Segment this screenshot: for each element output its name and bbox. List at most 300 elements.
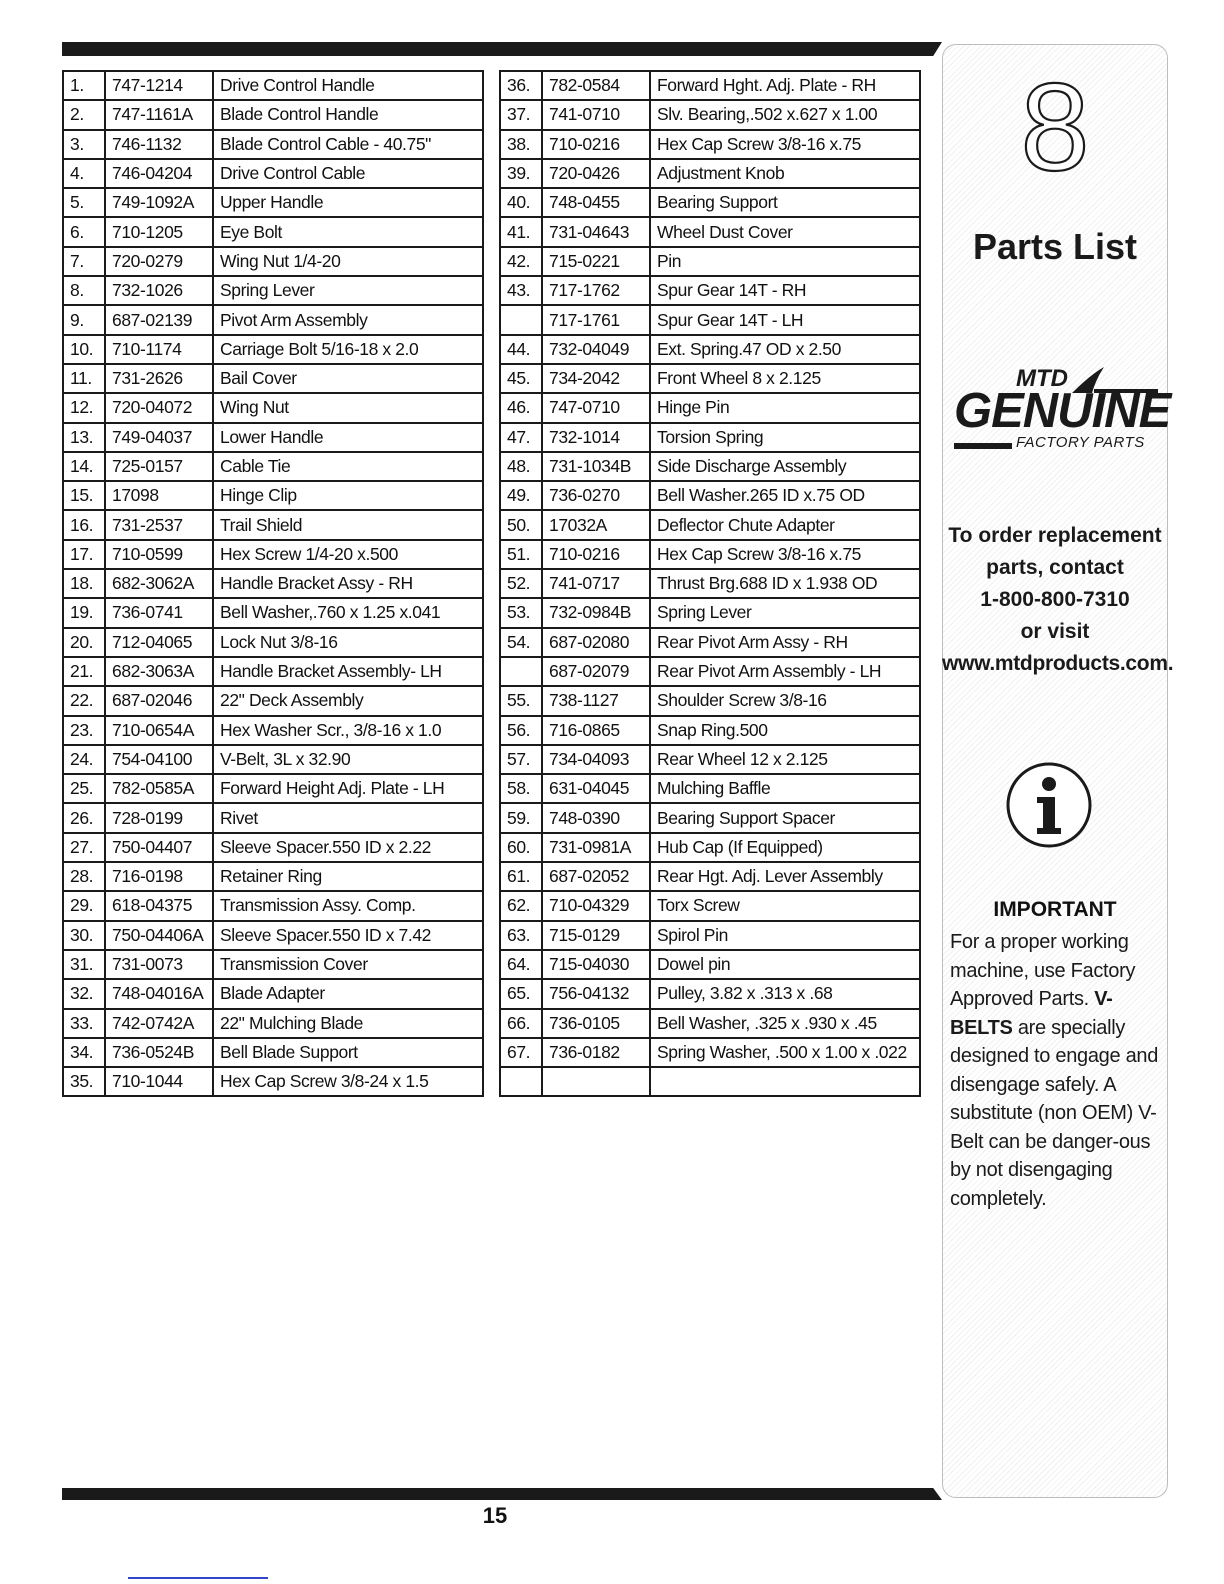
description-cell: Thrust Brg.688 ID x 1.938 OD <box>650 569 920 598</box>
item-number-cell: 35. <box>63 1067 105 1096</box>
table-row <box>500 364 920 393</box>
table-row <box>500 891 920 920</box>
table-row <box>63 569 483 598</box>
item-number-cell: 61. <box>500 862 542 891</box>
table-row <box>500 217 920 246</box>
description-cell: Wing Nut <box>213 393 483 422</box>
part-number-cell: 750-04406A <box>105 921 213 950</box>
table-row <box>500 598 920 627</box>
description-cell: Rear Pivot Arm Assembly - LH <box>650 657 920 686</box>
part-number-cell: 748-0390 <box>542 803 650 832</box>
part-number-cell: 732-04049 <box>542 335 650 364</box>
item-number-cell: 28. <box>63 862 105 891</box>
part-number-cell: 736-0741 <box>105 598 213 627</box>
item-number-cell <box>500 305 542 334</box>
table-row <box>500 803 920 832</box>
description-cell: Hinge Pin <box>650 393 920 422</box>
item-number-cell: 9. <box>63 305 105 334</box>
description-cell: Hinge Clip <box>213 481 483 510</box>
part-number-cell: 736-0182 <box>542 1038 650 1067</box>
description-cell: Transmission Cover <box>213 950 483 979</box>
item-number-cell: 65. <box>500 979 542 1008</box>
item-number-cell: 17. <box>63 540 105 569</box>
item-number-cell: 2. <box>63 100 105 129</box>
item-number-cell: 56. <box>500 716 542 745</box>
part-number-cell: 710-0216 <box>542 540 650 569</box>
table-row <box>63 833 483 862</box>
table-row <box>500 1067 920 1096</box>
description-cell: Rear Pivot Arm Assy - RH <box>650 628 920 657</box>
contact-phone: 1-800-800-7310 <box>980 588 1130 611</box>
item-number-cell: 11. <box>63 364 105 393</box>
part-number-cell: 710-0599 <box>105 540 213 569</box>
part-number-cell: 682-3063A <box>105 657 213 686</box>
table-row <box>500 1009 920 1038</box>
description-cell: Trail Shield <box>213 510 483 539</box>
part-number-cell: 17098 <box>105 481 213 510</box>
part-number-cell: 710-1174 <box>105 335 213 364</box>
table-row <box>63 979 483 1008</box>
description-cell: Front Wheel 8 x 2.125 <box>650 364 920 393</box>
part-number-cell <box>542 1067 650 1096</box>
table-row <box>63 305 483 334</box>
table-row <box>63 100 483 129</box>
part-number-cell: 710-0654A <box>105 716 213 745</box>
important-rest: are specially designed to engage and disengage safely. A substitute (non OEM) V-Belt can be danger-ous by not disengaging completely. <box>950 1016 1159 1210</box>
part-number-cell: 725-0157 <box>105 452 213 481</box>
description-cell: Hex Washer Scr., 3/8-16 x 1.0 <box>213 716 483 745</box>
table-row <box>500 1038 920 1067</box>
table-row <box>500 862 920 891</box>
item-number-cell: 59. <box>500 803 542 832</box>
item-number-cell: 5. <box>63 188 105 217</box>
footer-link-underline[interactable] <box>128 1577 268 1579</box>
table-row <box>63 657 483 686</box>
item-number-cell: 42. <box>500 247 542 276</box>
description-cell: Spirol Pin <box>650 921 920 950</box>
part-number-cell: 742-0742A <box>105 1009 213 1038</box>
part-number-cell: 17032A <box>542 510 650 539</box>
table-row <box>500 745 920 774</box>
item-number-cell: 23. <box>63 716 105 745</box>
item-number-cell: 3. <box>63 130 105 159</box>
table-row <box>500 921 920 950</box>
description-cell: Upper Handle <box>213 188 483 217</box>
part-number-cell: 717-1761 <box>542 305 650 334</box>
description-cell: Ext. Spring.47 OD x 2.50 <box>650 335 920 364</box>
item-number-cell: 15. <box>63 481 105 510</box>
description-cell: Drive Control Cable <box>213 159 483 188</box>
logo-underline <box>954 443 1012 449</box>
item-number-cell: 12. <box>63 393 105 422</box>
description-cell: Drive Control Handle <box>213 71 483 100</box>
item-number-cell: 16. <box>63 510 105 539</box>
part-number-cell: 715-0129 <box>542 921 650 950</box>
parts-table-right <box>499 70 921 1097</box>
table-row <box>63 510 483 539</box>
table-row <box>500 833 920 862</box>
description-cell: V-Belt, 3L x 32.90 <box>213 745 483 774</box>
part-number-cell: 749-04037 <box>105 423 213 452</box>
item-number-cell: 10. <box>63 335 105 364</box>
item-number-cell: 58. <box>500 774 542 803</box>
description-cell: Retainer Ring <box>213 862 483 891</box>
table-row <box>63 335 483 364</box>
important-text <box>950 928 1162 1213</box>
part-number-cell: 747-1214 <box>105 71 213 100</box>
part-number-cell: 736-0524B <box>105 1038 213 1067</box>
part-number-cell: 631-04045 <box>542 774 650 803</box>
item-number-cell: 40. <box>500 188 542 217</box>
table-row <box>500 276 920 305</box>
table-row <box>63 364 483 393</box>
description-cell: Deflector Chute Adapter <box>650 510 920 539</box>
table-row <box>63 891 483 920</box>
item-number-cell: 62. <box>500 891 542 920</box>
part-number-cell: 732-1026 <box>105 276 213 305</box>
description-cell: Forward Height Adj. Plate - LH <box>213 774 483 803</box>
part-number-cell: 748-04016A <box>105 979 213 1008</box>
part-number-cell: 687-02079 <box>542 657 650 686</box>
chapter-number-badge <box>1016 74 1094 178</box>
part-number-cell: 618-04375 <box>105 891 213 920</box>
table-row <box>63 1009 483 1038</box>
contact-line: To order replacement <box>948 524 1162 547</box>
table-row <box>63 774 483 803</box>
part-number-cell: 756-04132 <box>542 979 650 1008</box>
table-row <box>500 481 920 510</box>
table-row <box>500 628 920 657</box>
table-row <box>500 510 920 539</box>
description-cell: Cable Tie <box>213 452 483 481</box>
part-number-cell: 716-0198 <box>105 862 213 891</box>
part-number-cell: 710-0216 <box>542 130 650 159</box>
contact-website-link[interactable]: www.mtdproducts.com. <box>942 652 1174 675</box>
part-number-cell: 731-1034B <box>542 452 650 481</box>
part-number-cell: 720-04072 <box>105 393 213 422</box>
item-number-cell <box>500 1067 542 1096</box>
description-cell: Wheel Dust Cover <box>650 217 920 246</box>
chapter-number: 8 <box>1020 74 1090 178</box>
item-number-cell: 37. <box>500 100 542 129</box>
important-heading: IMPORTANT <box>993 898 1117 921</box>
table-row <box>63 130 483 159</box>
part-number-cell: 710-1044 <box>105 1067 213 1096</box>
part-number-cell: 734-2042 <box>542 364 650 393</box>
description-cell: Spur Gear 14T - RH <box>650 276 920 305</box>
table-row <box>500 774 920 803</box>
contact-line: parts, contact <box>986 556 1124 579</box>
item-number-cell: 67. <box>500 1038 542 1067</box>
item-number-cell: 21. <box>63 657 105 686</box>
item-number-cell: 30. <box>63 921 105 950</box>
part-number-cell: 782-0585A <box>105 774 213 803</box>
description-cell: Spring Lever <box>650 598 920 627</box>
part-number-cell: 731-2626 <box>105 364 213 393</box>
description-cell: Torx Screw <box>650 891 920 920</box>
table-row <box>500 305 920 334</box>
table-row <box>500 950 920 979</box>
description-cell: Slv. Bearing,.502 x.627 x 1.00 <box>650 100 920 129</box>
table-row <box>63 159 483 188</box>
table-row <box>63 423 483 452</box>
table-row <box>63 276 483 305</box>
part-number-cell: 749-1092A <box>105 188 213 217</box>
item-number-cell: 54. <box>500 628 542 657</box>
part-number-cell: 754-04100 <box>105 745 213 774</box>
description-cell: Bell Washer.265 ID x.75 OD <box>650 481 920 510</box>
item-number-cell <box>500 657 542 686</box>
part-number-cell: 748-0455 <box>542 188 650 217</box>
description-cell: Adjustment Knob <box>650 159 920 188</box>
table-row <box>63 452 483 481</box>
part-number-cell: 687-02046 <box>105 686 213 715</box>
description-cell: 22" Deck Assembly <box>213 686 483 715</box>
description-cell: Carriage Bolt 5/16-18 x 2.0 <box>213 335 483 364</box>
description-cell: Forward Hght. Adj. Plate - RH <box>650 71 920 100</box>
part-number-cell: 717-1762 <box>542 276 650 305</box>
table-row <box>500 540 920 569</box>
description-cell: Torsion Spring <box>650 423 920 452</box>
part-number-cell: 712-04065 <box>105 628 213 657</box>
description-cell: Blade Adapter <box>213 979 483 1008</box>
part-number-cell: 728-0199 <box>105 803 213 832</box>
description-cell: Blade Control Cable - 40.75" <box>213 130 483 159</box>
item-number-cell: 57. <box>500 745 542 774</box>
item-number-cell: 60. <box>500 833 542 862</box>
item-number-cell: 49. <box>500 481 542 510</box>
item-number-cell: 31. <box>63 950 105 979</box>
table-row <box>63 745 483 774</box>
description-cell: Pin <box>650 247 920 276</box>
item-number-cell: 63. <box>500 921 542 950</box>
part-number-cell: 687-02080 <box>542 628 650 657</box>
part-number-cell: 746-04204 <box>105 159 213 188</box>
item-number-cell: 46. <box>500 393 542 422</box>
item-number-cell: 22. <box>63 686 105 715</box>
part-number-cell: 782-0584 <box>542 71 650 100</box>
description-cell: Sleeve Spacer.550 ID x 2.22 <box>213 833 483 862</box>
item-number-cell: 27. <box>63 833 105 862</box>
item-number-cell: 64. <box>500 950 542 979</box>
description-cell: Transmission Assy. Comp. <box>213 891 483 920</box>
item-number-cell: 26. <box>63 803 105 832</box>
table-row <box>500 100 920 129</box>
item-number-cell: 44. <box>500 335 542 364</box>
part-number-cell: 736-0270 <box>542 481 650 510</box>
item-number-cell: 39. <box>500 159 542 188</box>
table-row <box>63 481 483 510</box>
description-cell: Handle Bracket Assembly- LH <box>213 657 483 686</box>
item-number-cell: 48. <box>500 452 542 481</box>
description-cell: Lower Handle <box>213 423 483 452</box>
table-row <box>63 950 483 979</box>
item-number-cell: 47. <box>500 423 542 452</box>
description-cell: Rear Wheel 12 x 2.125 <box>650 745 920 774</box>
item-number-cell: 43. <box>500 276 542 305</box>
description-cell: Hex Cap Screw 3/8-24 x 1.5 <box>213 1067 483 1096</box>
important-intro: For a proper working machine, use Factory Approved Parts. <box>950 931 1136 1010</box>
part-number-cell: 731-04643 <box>542 217 650 246</box>
table-row <box>500 130 920 159</box>
parts-table-left-body <box>63 71 483 1096</box>
description-cell: Pulley, 3.82 x .313 x .68 <box>650 979 920 1008</box>
table-row <box>63 1038 483 1067</box>
table-row <box>500 335 920 364</box>
item-number-cell: 4. <box>63 159 105 188</box>
table-row <box>500 716 920 745</box>
item-number-cell: 19. <box>63 598 105 627</box>
description-cell: Bell Washer,.760 x 1.25 x.041 <box>213 598 483 627</box>
part-number-cell: 731-0981A <box>542 833 650 862</box>
table-row <box>63 71 483 100</box>
item-number-cell: 1. <box>63 71 105 100</box>
table-row <box>500 188 920 217</box>
part-number-cell: 734-04093 <box>542 745 650 774</box>
item-number-cell: 13. <box>63 423 105 452</box>
table-row <box>63 217 483 246</box>
description-cell: Shoulder Screw 3/8-16 <box>650 686 920 715</box>
description-cell: Sleeve Spacer.550 ID x 7.42 <box>213 921 483 950</box>
description-cell: Bell Blade Support <box>213 1038 483 1067</box>
logo-mtd: MTD <box>1016 365 1068 392</box>
table-row <box>500 393 920 422</box>
item-number-cell: 18. <box>63 569 105 598</box>
item-number-cell: 33. <box>63 1009 105 1038</box>
part-number-cell: 715-04030 <box>542 950 650 979</box>
part-number-cell: 720-0426 <box>542 159 650 188</box>
description-cell: Eye Bolt <box>213 217 483 246</box>
parts-table-left <box>62 70 484 1097</box>
item-number-cell: 8. <box>63 276 105 305</box>
table-row <box>63 1067 483 1096</box>
table-row <box>63 188 483 217</box>
part-number-cell: 736-0105 <box>542 1009 650 1038</box>
table-row <box>63 598 483 627</box>
part-number-cell: 732-0984B <box>542 598 650 627</box>
part-number-cell: 731-0073 <box>105 950 213 979</box>
description-cell: Blade Control Handle <box>213 100 483 129</box>
description-cell: Bearing Support <box>650 188 920 217</box>
description-cell: Bearing Support Spacer <box>650 803 920 832</box>
item-number-cell: 66. <box>500 1009 542 1038</box>
table-row <box>500 71 920 100</box>
item-number-cell: 55. <box>500 686 542 715</box>
table-row <box>500 247 920 276</box>
table-row <box>500 423 920 452</box>
part-number-cell: 720-0279 <box>105 247 213 276</box>
section-title: Parts List <box>972 226 1138 267</box>
description-cell: Spring Lever <box>213 276 483 305</box>
description-cell: 22" Mulching Blade <box>213 1009 483 1038</box>
table-row <box>500 569 920 598</box>
description-cell <box>650 1067 920 1096</box>
top-rule <box>62 42 942 56</box>
table-row <box>500 657 920 686</box>
item-number-cell: 32. <box>63 979 105 1008</box>
part-number-cell: 715-0221 <box>542 247 650 276</box>
item-number-cell: 6. <box>63 217 105 246</box>
table-row <box>500 159 920 188</box>
item-number-cell: 53. <box>500 598 542 627</box>
description-cell: Hex Cap Screw 3/8-16 x.75 <box>650 130 920 159</box>
table-row <box>500 452 920 481</box>
item-number-cell: 41. <box>500 217 542 246</box>
part-number-cell: 710-04329 <box>542 891 650 920</box>
table-row <box>63 686 483 715</box>
page-number: 15 <box>482 1503 508 1528</box>
description-cell: Mulching Baffle <box>650 774 920 803</box>
part-number-cell: 747-1161A <box>105 100 213 129</box>
logo-factory-parts: FACTORY PARTS <box>1016 434 1145 451</box>
description-cell: Pivot Arm Assembly <box>213 305 483 334</box>
part-number-cell: 682-3062A <box>105 569 213 598</box>
item-number-cell: 45. <box>500 364 542 393</box>
description-cell: Wing Nut 1/4-20 <box>213 247 483 276</box>
table-row <box>63 393 483 422</box>
description-cell: Spring Washer, .500 x 1.00 x .022 <box>650 1038 920 1067</box>
table-row <box>63 921 483 950</box>
description-cell: Lock Nut 3/8-16 <box>213 628 483 657</box>
item-number-cell: 7. <box>63 247 105 276</box>
description-cell: Snap Ring.500 <box>650 716 920 745</box>
item-number-cell: 29. <box>63 891 105 920</box>
contact-line: or visit <box>1020 620 1090 643</box>
part-number-cell: 741-0710 <box>542 100 650 129</box>
item-number-cell: 36. <box>500 71 542 100</box>
description-cell: Bail Cover <box>213 364 483 393</box>
part-number-cell: 750-04407 <box>105 833 213 862</box>
description-cell: Hub Cap (If Equipped) <box>650 833 920 862</box>
table-row <box>63 540 483 569</box>
table-row <box>500 979 920 1008</box>
item-number-cell: 52. <box>500 569 542 598</box>
description-cell: Dowel pin <box>650 950 920 979</box>
description-cell: Spur Gear 14T - LH <box>650 305 920 334</box>
logo-genuine: GENUINE <box>954 384 1171 438</box>
description-cell: Rivet <box>213 803 483 832</box>
table-row <box>63 803 483 832</box>
description-cell: Rear Hgt. Adj. Lever Assembly <box>650 862 920 891</box>
description-cell: Hex Screw 1/4-20 x.500 <box>213 540 483 569</box>
item-number-cell: 50. <box>500 510 542 539</box>
part-number-cell: 738-1127 <box>542 686 650 715</box>
part-number-cell: 741-0717 <box>542 569 650 598</box>
info-icon <box>1004 760 1094 850</box>
table-row <box>63 628 483 657</box>
description-cell: Bell Washer, .325 x .930 x .45 <box>650 1009 920 1038</box>
part-number-cell: 710-1205 <box>105 217 213 246</box>
description-cell: Side Discharge Assembly <box>650 452 920 481</box>
table-row <box>63 247 483 276</box>
item-number-cell: 14. <box>63 452 105 481</box>
table-row <box>63 862 483 891</box>
description-cell: Hex Cap Screw 3/8-16 x.75 <box>650 540 920 569</box>
part-number-cell: 687-02052 <box>542 862 650 891</box>
part-number-cell: 747-0710 <box>542 393 650 422</box>
table-row <box>63 716 483 745</box>
important-bold: V-BELTS <box>950 988 1113 1039</box>
mtd-genuine-logo <box>950 365 1171 457</box>
part-number-cell: 732-1014 <box>542 423 650 452</box>
item-number-cell: 34. <box>63 1038 105 1067</box>
parts-table-right-body <box>500 71 920 1096</box>
item-number-cell: 24. <box>63 745 105 774</box>
bottom-rule <box>62 1488 942 1500</box>
part-number-cell: 746-1132 <box>105 130 213 159</box>
item-number-cell: 20. <box>63 628 105 657</box>
table-row <box>500 686 920 715</box>
